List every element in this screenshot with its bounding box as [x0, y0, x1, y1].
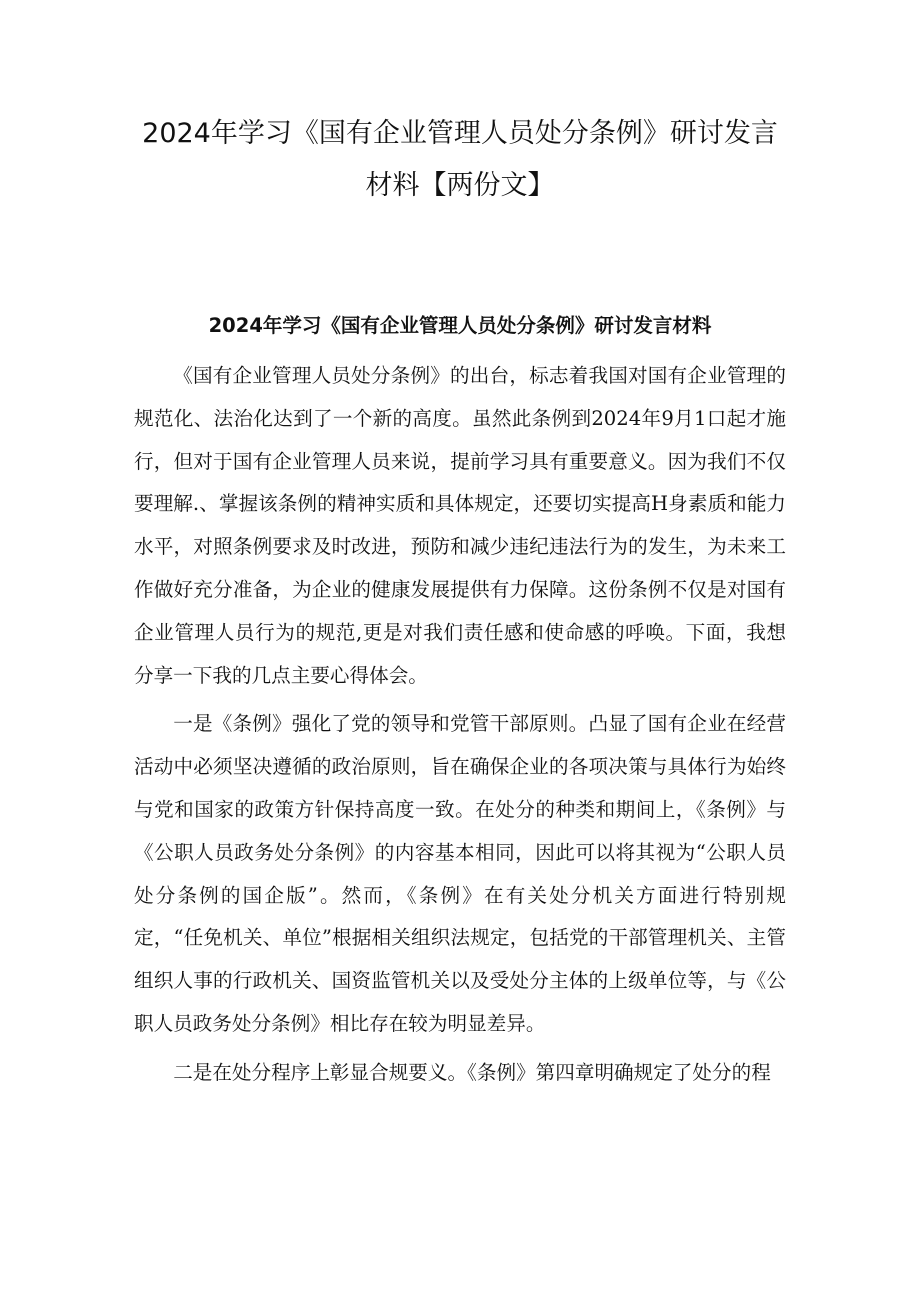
- document-title-line-1: 2024年学习《国有企业管理人员处分条例》研讨发言: [142, 118, 778, 149]
- paragraph-intro: 《国有企业管理人员处分条例》的出台，标志着我国对国有企业管理的规范化、法治化达到了一个新的高度。虽然此条例到2024年9月1口起才施行，但对于国有企业管理人员来说，提前学习具有重要意义。因为我们不仅要理解.、掌握该条例的精神实质和具体规定，还要切实提高H身素质和能力水平，对照条例要求及时改进，预防和减少违纪违法行为的发生，为未来工作做好充分准备，为企业的健康发展提供有力保障。这份条例不仅是对国有企业管理人员行为的规范,更是对我们责任感和使命感的呼唤。下面，我想分享一下我的几点主要心得体会。: [134, 364, 786, 687]
- document-title-line-2: 材料【两份文】: [365, 170, 555, 201]
- paragraph-point-1: 一是《条例》强化了党的领导和党管干部原则。凸显了国有企业在经营活动中必须坚决遵循的政治原则，旨在确保企业的各项决策与具体行为始终与党和国家的政策方针保持高度一致。在处分的种类和期间上，《条例》与《公职人员政务处分条例》的内容基本相同，因此可以将其视为“公职人员处分条例的国企版”。然而，《条例》在有关处分机关方面进行特别规定，“任免机关、单位”根据相关组织法规定，包括党的干部管理机关、主管组织人事的行政机关、国资监管机关以及受处分主体的上级单位等，与《公职人员政务处分条例》相比存在较为明显差异。: [134, 712, 786, 1035]
- document-body: [134, 355, 786, 1101]
- document-title: [100, 108, 820, 212]
- section-title: 2024年学习《国有企业管理人员处分条例》研讨发言材料: [208, 314, 712, 337]
- paragraph-point-2: 二是在处分程序上彰显合规要义。《条例》第四章明确规定了处分的程: [173, 1060, 771, 1084]
